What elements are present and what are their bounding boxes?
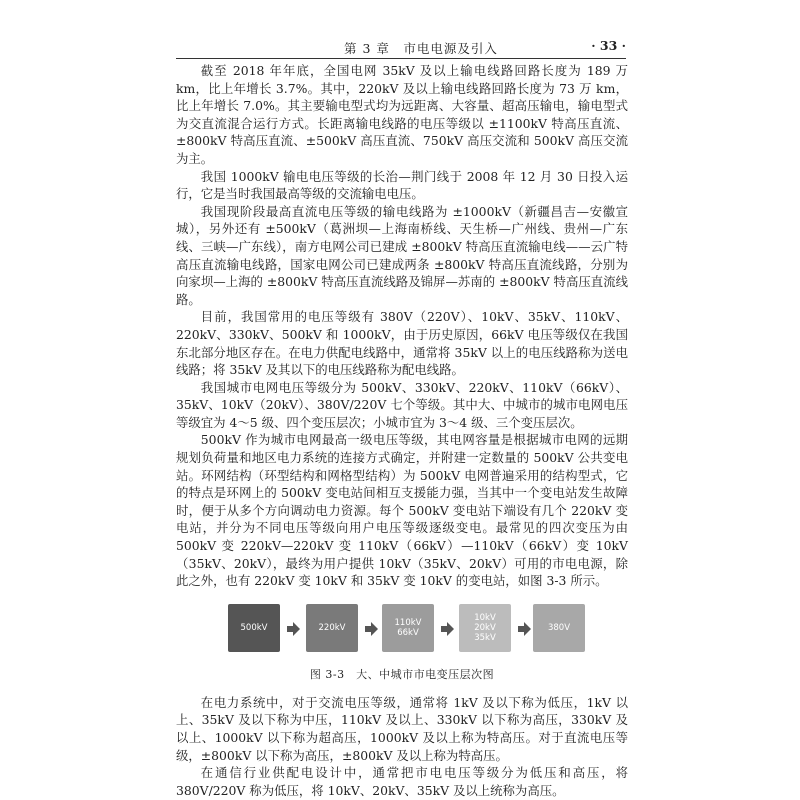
- figure-caption: 图 3-3 大、中城市市电变压层次图: [309, 667, 495, 681]
- paragraph: 截至 2018 年年底，全国电网 35kV 及以上输电线路回路长度为 189 万 km，比上年增长 3.7%。其中，220kV 及以上输电线路回路长度为 73 万 km，比上年增长 7.0%。其主要输电型式均为远距离、大容量、超高压输电，输电型式为交直流混合运行方式。长距离输电线路的电压等级以 ±1100kV 特高压直流、±800kV 特高压直流、±500kV 高压直流、750kV 高压交流和 500kV 高压交流为主。: [176, 63, 628, 166]
- voltage-label: 220kV: [318, 622, 346, 633]
- paragraph: 我国现阶段最高直流电压等级的输电线路为 ±1000kV（新疆昌吉—安徽宣城），另外还有 ±500kV（葛洲坝—上海南桥线、天生桥—广州线、贵州—广东线、三峡—广东线），南方电网公司已建成 ±800kV 特高压直流输电线——云广特高压直流输电线路，国家电网公司已建成两条 ±800kV 特高压直流线路，分别为向家坝—上海的 ±800kV 特高压直流线路及锦屏—苏南的 ±800kV 特高压直流线路。: [176, 203, 628, 307]
- voltage-label: 380V: [547, 622, 571, 633]
- page-body: [176, 62, 628, 799]
- voltage-label: 500kV: [240, 622, 268, 633]
- voltage-box-10kv-20kv-35kv: [459, 604, 511, 652]
- body-text-after-figure: [176, 694, 628, 800]
- body-text-before-figure: [176, 62, 628, 590]
- voltage-box-380v: [533, 604, 585, 652]
- voltage-label: 110kV: [394, 617, 422, 628]
- voltage-level-figure: [176, 598, 628, 694]
- voltage-label: 66kV: [397, 627, 419, 638]
- paragraph: 在电力系统中，对于交流电压等级，通常将 1kV 及以下称为低压，1kV 以上、35kV 及以下称为中压，110kV 及以上、330kV 以下称为高压，330kV 及以上、1000kV 以下称为超高压，1000kV 及以上称为特高压。对于直流电压等级，±800kV 以下称为高压，±800kV 及以上称为特高压。: [176, 694, 628, 763]
- voltage-label: 35kV: [474, 632, 496, 643]
- voltage-box-110kv-66kv: [382, 604, 434, 652]
- voltage-box-220kv: [306, 604, 358, 652]
- paragraph: 在通信行业供配电设计中，通常把市电电压等级分为低压和高压，将 380V/220V 称为低压，将 10kV、20kV、35kV 及以上统称为高压。: [176, 765, 628, 798]
- voltage-label: 10kV: [474, 612, 496, 623]
- page-number: · 33 ·: [591, 38, 626, 53]
- chapter-title: 第 3 章 市电电源及引入: [344, 41, 498, 56]
- paragraph: 500kV 作为城市电网最高一级电压等级，其电网容量是根据城市电网的远期规划负荷量和地区电力系统的连接方式确定，并附建一定数量的 500kV 公共变电站。环网结构（环型结构和网格型结构）为 500kV 电网普遍采用的结构型式，它的特点是环网上的 500kV 变电站间相互支援能力强，当其中一个变电站发生故障时，便于从多个方向调动电力资源。每个 500kV 变电站下端设有几个 220kV 变电站，并分为不同电压等级向用户电压等级逐级变电。最常见的四次变压为由 500kV 变 220kV—220kV 变 110kV（66kV）—110kV（66kV）变 10kV（35kV、20kV），最终为用户提供 10kV（35kV、20kV）可用的市电电源，除此之外，也有 220kV 变 10kV 和 35kV 变 10kV 的变电站，如图 3-3 所示。: [176, 432, 628, 589]
- paragraph: 目前，我国常用的电压等级有 380V（220V）、10kV、35kV、110kV、220kV、330kV、500kV 和 1000kV，由于历史原因，66kV 电压等级仅在我国东北部分地区存在。在电力供配电线路中，通常将 35kV 以上的电压线路称为送电线路；将 35kV 及其以下的电压线路称为配电线路。: [176, 309, 628, 378]
- paragraph: 我国 1000kV 输电电压等级的长治—荆门线于 2008 年 12 月 30 日投入运行，它是当时我国最高等级的交流输电电压。: [176, 168, 628, 202]
- page-header: [176, 36, 626, 59]
- voltage-box-500kv: [228, 604, 280, 652]
- paragraph: 我国城市电网电压等级分为 500kV、330kV、220kV、110kV（66kV）、35kV、10kV（20kV）、380V/220V 七个等级。其中大、中城市的城市电网电压等级宜为 4～5 级、四个变压层次；小城市宜为 3～4 级、三个变压层次。: [176, 379, 628, 430]
- voltage-label: 20kV: [474, 622, 496, 633]
